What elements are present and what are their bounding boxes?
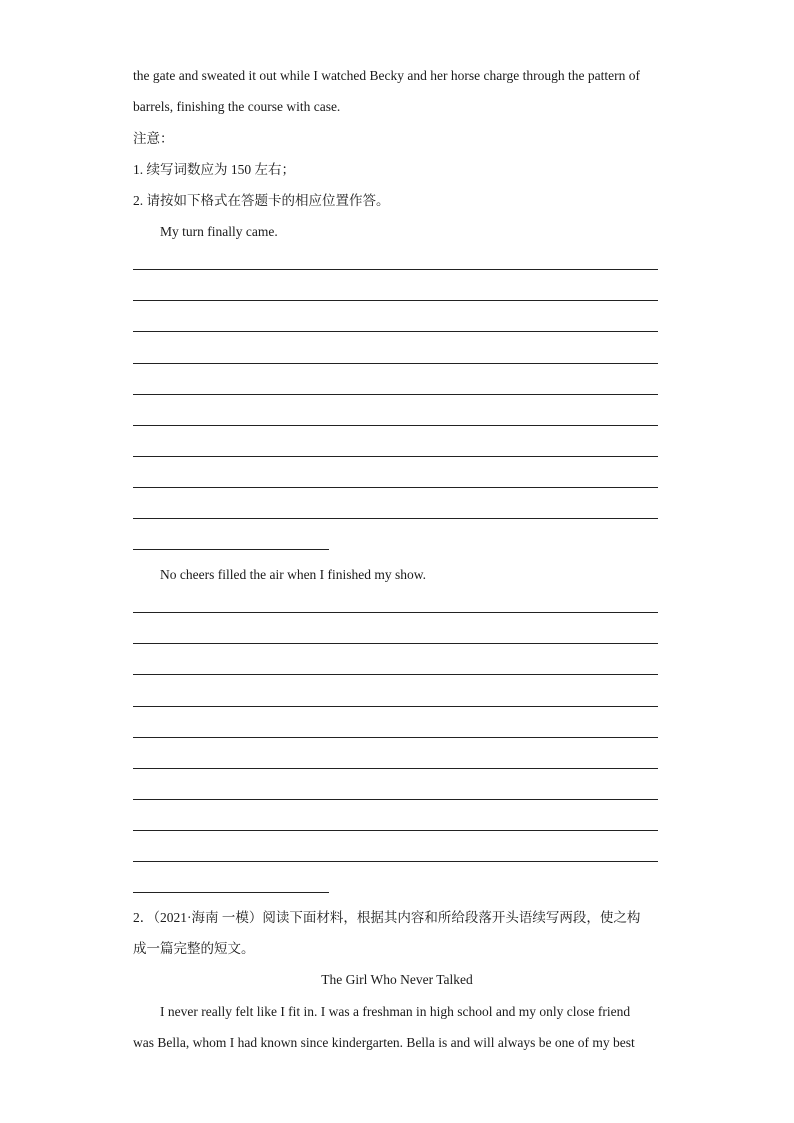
- answer-line: [133, 706, 658, 707]
- paragraph-2-start: No cheers filled the air when I finished my show.: [160, 567, 427, 582]
- notes-heading: 注意：: [133, 131, 174, 146]
- answer-line: [133, 643, 658, 644]
- note-item-1: 1. 续写词数应为 150 左右；: [133, 162, 295, 177]
- passage-end-line-2: barrels, finishing the course with case.: [133, 99, 341, 114]
- answer-line-short: [133, 549, 329, 550]
- story-body-line-1: I never really felt like I fit in. I was a freshman in high school and my only close friend: [160, 1004, 631, 1019]
- answer-line: [133, 425, 658, 426]
- answer-line: [133, 799, 658, 800]
- question-2-line-2: 成一篇完整的短文。: [133, 941, 255, 956]
- answer-line: [133, 861, 658, 862]
- answer-line: [133, 674, 658, 675]
- answer-line: [133, 300, 658, 301]
- answer-line: [133, 612, 658, 613]
- answer-line: [133, 487, 658, 488]
- answer-line: [133, 394, 658, 395]
- answer-line: [133, 830, 658, 831]
- question-2-line-1: 2．（2021·海南 一模）阅读下面材料，根据其内容和所给段落开头语续写两段，使之构: [133, 910, 641, 925]
- answer-line: [133, 456, 658, 457]
- answer-line: [133, 269, 658, 270]
- answer-line: [133, 737, 658, 738]
- note-item-2: 2. 请按如下格式在答题卡的相应位置作答。: [133, 193, 390, 208]
- passage-end-line-1: the gate and sweated it out while I watched Becky and her horse charge through the pattern of: [133, 68, 640, 83]
- paragraph-1-start: My turn finally came.: [160, 224, 278, 239]
- answer-line-short: [133, 892, 329, 893]
- story-title: The Girl Who Never Talked: [321, 972, 473, 987]
- answer-line: [133, 768, 658, 769]
- story-body-line-2: was Bella, whom I had known since kindergarten. Bella is and will always be one of my best: [133, 1035, 635, 1050]
- answer-line: [133, 331, 658, 332]
- answer-line: [133, 363, 658, 364]
- answer-line: [133, 518, 658, 519]
